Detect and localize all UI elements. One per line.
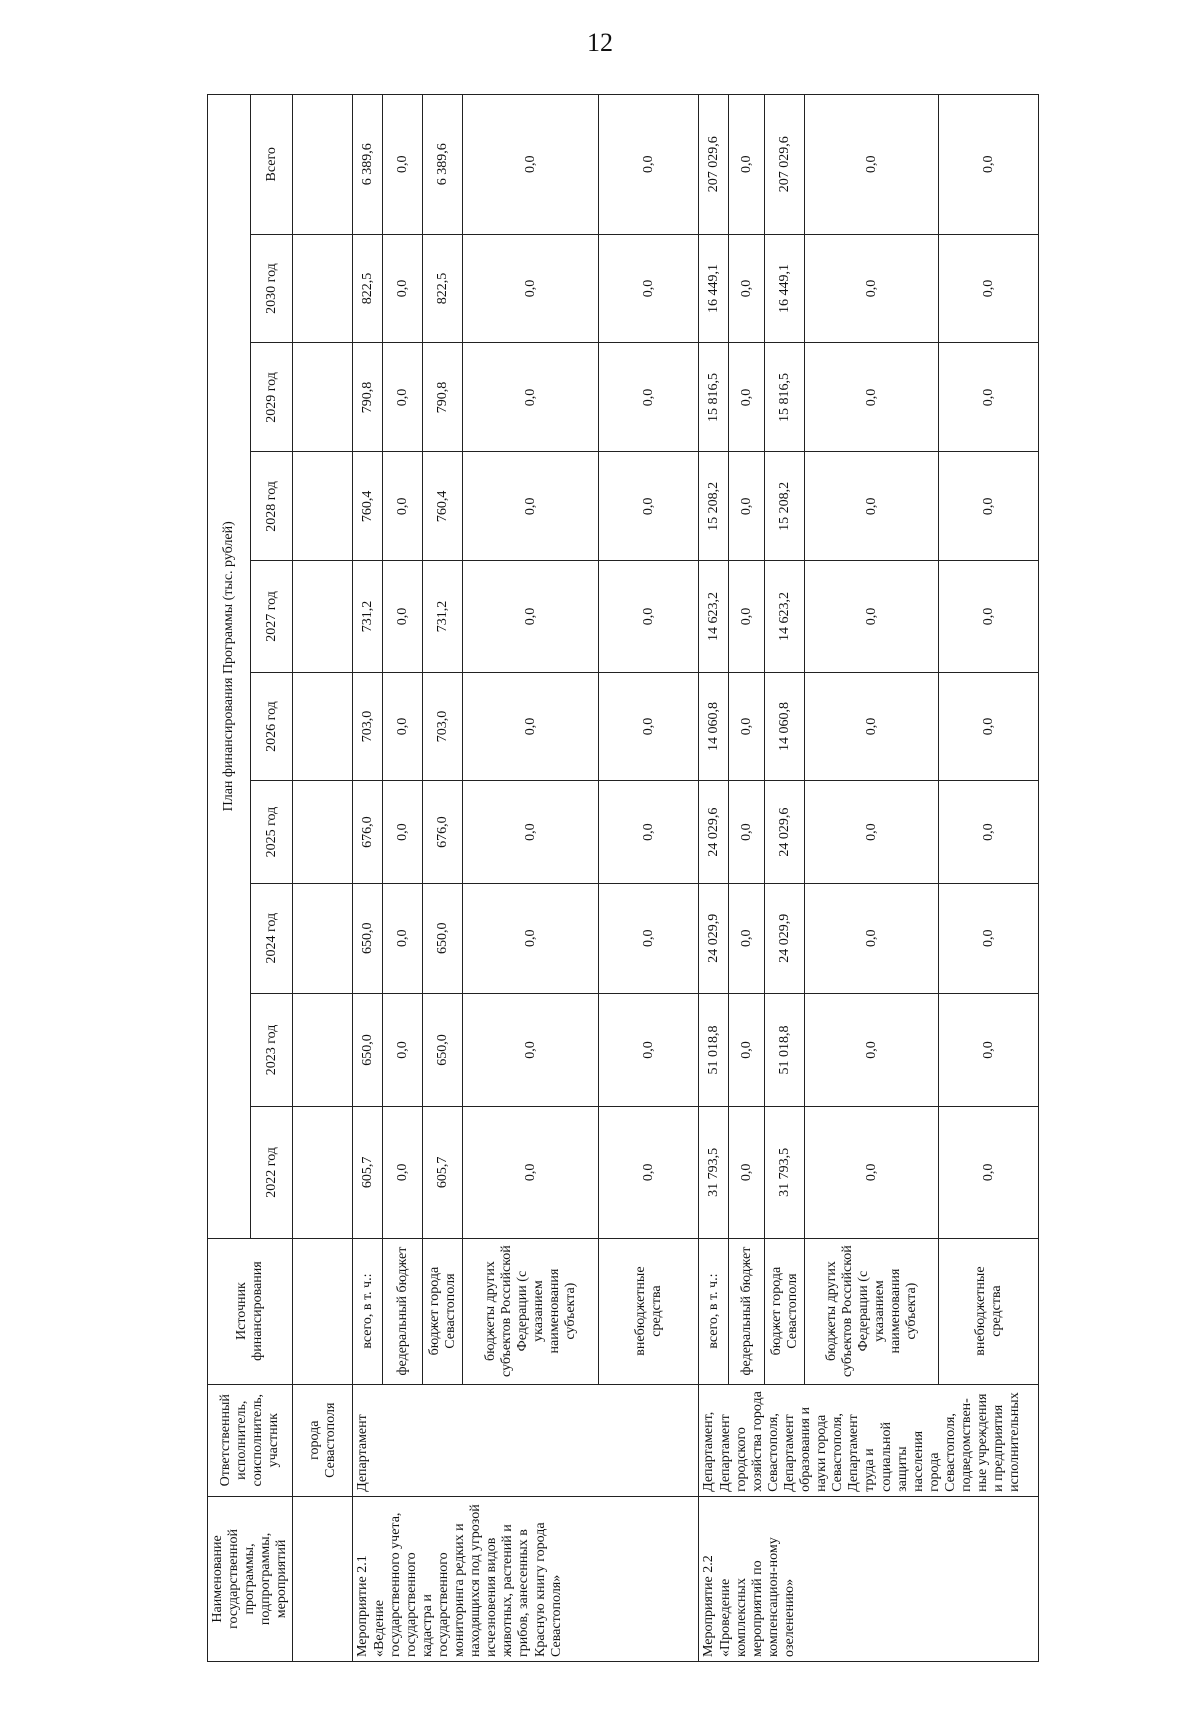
table-row [353, 95, 383, 1662]
table-row [699, 95, 729, 1662]
value-cell: 0,0 [463, 781, 599, 883]
value-cell: 24 029,6 [699, 781, 729, 883]
value-cell: 0,0 [463, 672, 599, 781]
value-cell: 0,0 [383, 343, 423, 452]
value-cell: 650,0 [353, 993, 383, 1106]
value-cell: 0,0 [383, 883, 423, 993]
value-cell: 0,0 [463, 561, 599, 672]
header-year: 2022 год [250, 1107, 293, 1238]
source-cell: бюджет города Севастополя [765, 1238, 805, 1384]
value-cell: 0,0 [599, 781, 699, 883]
value-cell: 650,0 [423, 993, 463, 1106]
total-cell: 207 029,6 [765, 95, 805, 235]
value-cell: 0,0 [805, 672, 939, 781]
measure-name: Мероприятие 2.2 «Проведение комплексных мероприятий по компенсацион-ному озеленению» [699, 1496, 1039, 1661]
header-year: 2023 год [250, 993, 293, 1106]
value-cell: 0,0 [729, 781, 765, 883]
source-cell: внебюджетные средства [939, 1238, 1039, 1384]
value-cell: 15 816,5 [765, 343, 805, 452]
header-year: 2026 год [250, 672, 293, 781]
source-cell: бюджеты других субъектов Российской Федерации (с указанием наименования субъекта) [463, 1238, 599, 1384]
header-year: 2025 год [250, 781, 293, 883]
continuation-name-cell [293, 1496, 353, 1661]
value-cell: 0,0 [729, 343, 765, 452]
value-cell: 0,0 [729, 234, 765, 343]
value-cell: 760,4 [423, 452, 463, 561]
value-cell: 14 623,2 [699, 561, 729, 672]
value-cell: 0,0 [939, 993, 1039, 1106]
value-cell: 650,0 [353, 883, 383, 993]
value-cell: 16 449,1 [699, 234, 729, 343]
value-cell: 0,0 [805, 993, 939, 1106]
value-cell: 822,5 [353, 234, 383, 343]
value-cell: 24 029,9 [765, 883, 805, 993]
header-row-1 [208, 95, 251, 1662]
value-cell: 14 060,8 [765, 672, 805, 781]
value-cell: 822,5 [423, 234, 463, 343]
value-cell: 703,0 [353, 672, 383, 781]
value-cell: 0,0 [805, 234, 939, 343]
page-number: 12 [587, 28, 613, 57]
continuation-row [293, 95, 353, 1662]
value-cell: 0,0 [383, 452, 423, 561]
source-cell: бюджеты других субъектов Российской Федерации (с указанием наименования субъекта) [805, 1238, 939, 1384]
value-cell: 15 208,2 [699, 452, 729, 561]
value-cell: 0,0 [939, 561, 1039, 672]
value-cell: 790,8 [423, 343, 463, 452]
value-cell: 650,0 [423, 883, 463, 993]
value-cell: 0,0 [383, 1107, 423, 1238]
value-cell: 0,0 [463, 1107, 599, 1238]
source-cell: всего, в т. ч.: [699, 1238, 729, 1384]
measure-executor: Департамент, Департамент городского хозяйства города Севастополя, Департамент образования и науки города Севастополя, Департамент труда и социальной защиты населения города Севастополя, подведомствен-ные учреждения и предприятия исполнительных [699, 1384, 1039, 1496]
value-cell: 0,0 [729, 993, 765, 1106]
value-cell: 14 623,2 [765, 561, 805, 672]
header-year: 2030 год [250, 234, 293, 343]
header-total: Всего [250, 95, 293, 235]
header-executor: Ответственный исполнитель, соисполнитель, участник [208, 1384, 293, 1496]
value-cell: 15 208,2 [765, 452, 805, 561]
value-cell: 0,0 [729, 1107, 765, 1238]
value-cell: 0,0 [805, 883, 939, 993]
header-year: 2029 год [250, 343, 293, 452]
value-cell: 0,0 [463, 452, 599, 561]
source-cell: федеральный бюджет [383, 1238, 423, 1384]
value-cell: 0,0 [383, 561, 423, 672]
value-cell: 0,0 [939, 234, 1039, 343]
value-cell: 15 816,5 [699, 343, 729, 452]
value-cell: 605,7 [353, 1107, 383, 1238]
value-cell: 24 029,6 [765, 781, 805, 883]
value-cell: 0,0 [463, 343, 599, 452]
continuation-executor: города Севастополя [293, 1384, 353, 1496]
value-cell: 0,0 [599, 883, 699, 993]
value-cell: 0,0 [729, 561, 765, 672]
total-cell: 6 389,6 [353, 95, 383, 235]
value-cell: 0,0 [729, 672, 765, 781]
value-cell: 731,2 [353, 561, 383, 672]
total-cell: 0,0 [463, 95, 599, 235]
value-cell: 676,0 [353, 781, 383, 883]
value-cell: 0,0 [599, 1107, 699, 1238]
value-cell: 0,0 [729, 452, 765, 561]
value-cell: 0,0 [599, 672, 699, 781]
value-cell: 31 793,5 [765, 1107, 805, 1238]
value-cell: 0,0 [939, 452, 1039, 561]
value-cell: 0,0 [463, 234, 599, 343]
value-cell: 0,0 [383, 672, 423, 781]
value-cell: 0,0 [383, 234, 423, 343]
value-cell: 0,0 [939, 1107, 1039, 1238]
source-cell: федеральный бюджет [729, 1238, 765, 1384]
financing-table [207, 94, 1039, 1662]
value-cell: 51 018,8 [699, 993, 729, 1106]
header-plan: План финансирования Программы (тыс. рублей) [208, 95, 251, 1239]
value-cell: 760,4 [353, 452, 383, 561]
value-cell: 0,0 [599, 343, 699, 452]
value-cell: 0,0 [939, 883, 1039, 993]
value-cell: 0,0 [463, 883, 599, 993]
value-cell: 0,0 [805, 343, 939, 452]
source-cell: бюджет города Севастополя [423, 1238, 463, 1384]
value-cell: 0,0 [383, 781, 423, 883]
value-cell: 676,0 [423, 781, 463, 883]
total-cell: 0,0 [805, 95, 939, 235]
value-cell: 0,0 [599, 234, 699, 343]
header-source: Источник финансирования [208, 1238, 293, 1384]
value-cell: 790,8 [353, 343, 383, 452]
measure-executor: Департамент [353, 1384, 699, 1496]
total-cell: 0,0 [599, 95, 699, 235]
value-cell: 51 018,8 [765, 993, 805, 1106]
measure-name: Мероприятие 2.1 «Ведение государственного учета, государственного кадастра и государственного мониторинга редких и находящихся под угрозой исчезновения видов животных, растений и грибов, занесенных в Красную книгу города Севастополя» [353, 1496, 699, 1661]
value-cell: 0,0 [805, 1107, 939, 1238]
value-cell: 731,2 [423, 561, 463, 672]
value-cell: 0,0 [805, 452, 939, 561]
header-name: Наименование государственной программы, подпрограммы, мероприятий [208, 1496, 293, 1661]
value-cell: 16 449,1 [765, 234, 805, 343]
header-year: 2028 год [250, 452, 293, 561]
source-cell: всего, в т. ч.: [353, 1238, 383, 1384]
value-cell: 31 793,5 [699, 1107, 729, 1238]
header-year: 2027 год [250, 561, 293, 672]
source-cell: внебюджетные средства [599, 1238, 699, 1384]
total-cell: 6 389,6 [423, 95, 463, 235]
value-cell: 0,0 [599, 452, 699, 561]
value-cell: 0,0 [383, 993, 423, 1106]
value-cell: 0,0 [805, 561, 939, 672]
rotated-table-wrapper [207, 94, 1102, 1662]
header-year: 2024 год [250, 883, 293, 993]
value-cell: 703,0 [423, 672, 463, 781]
value-cell: 0,0 [599, 993, 699, 1106]
value-cell: 0,0 [939, 781, 1039, 883]
value-cell: 24 029,9 [699, 883, 729, 993]
value-cell: 14 060,8 [699, 672, 729, 781]
value-cell: 0,0 [939, 343, 1039, 452]
value-cell: 0,0 [939, 672, 1039, 781]
value-cell: 0,0 [463, 993, 599, 1106]
total-cell: 0,0 [383, 95, 423, 235]
value-cell: 0,0 [599, 561, 699, 672]
value-cell: 605,7 [423, 1107, 463, 1238]
total-cell: 0,0 [939, 95, 1039, 235]
total-cell: 207 029,6 [699, 95, 729, 235]
total-cell: 0,0 [729, 95, 765, 235]
value-cell: 0,0 [805, 781, 939, 883]
value-cell: 0,0 [729, 883, 765, 993]
